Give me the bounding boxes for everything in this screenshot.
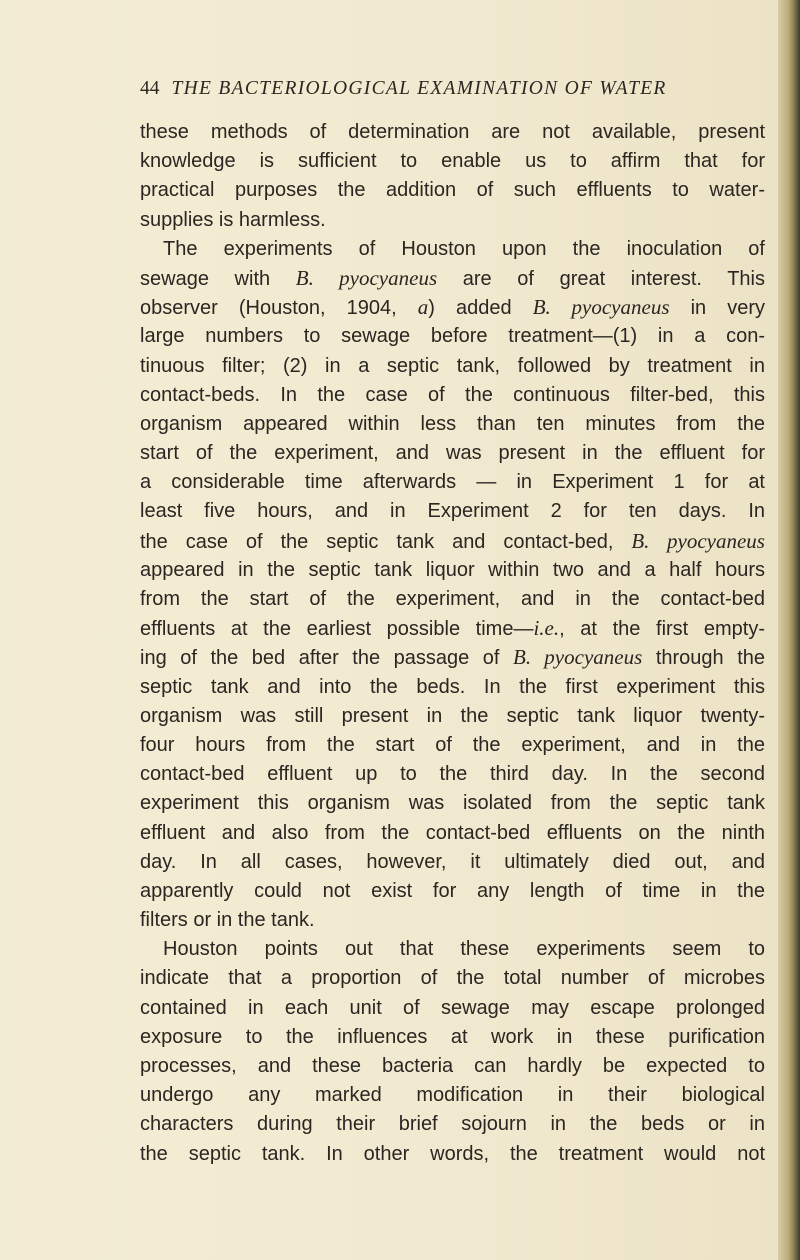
text-line: exposure to the influences at work in these purification: [140, 1025, 765, 1048]
text-line: four hours from the start of the experiment, and in the: [140, 733, 765, 756]
text-line: start of the experiment, and was present in the effluent for: [140, 442, 765, 465]
text-line: indicate that a proportion of the total number of microbes: [140, 967, 765, 990]
text-line: contact-bed effluent up to the third day. In the second: [140, 763, 765, 786]
text-line: sewage with B. pyocyaneus are of great interest. This: [140, 265, 765, 290]
text-line: characters during their brief sojourn in the beds or in: [140, 1113, 765, 1136]
text-line: experiment this organism was isolated from the septic tank: [140, 792, 765, 815]
running-title: THE BACTERIOLOGICAL EXAMINATION OF WATER: [171, 78, 667, 99]
text-line: effluents at the earliest possible time—i.e., at the first empty-: [140, 616, 765, 641]
text-line: ing of the bed after the passage of B. pyocyaneus through the: [140, 645, 765, 670]
text-line: organism appeared within less than ten minutes from the: [140, 412, 765, 435]
text-line: tinuous filter; (2) in a septic tank, followed by treatment in: [140, 354, 765, 377]
text-line: the septic tank. In other words, the treatment would not: [140, 1142, 765, 1165]
running-header: [140, 78, 740, 108]
text-line: effluent and also from the contact-bed effluents on the ninth: [140, 821, 765, 844]
text-line: a considerable time afterwards — in Experiment 1 for at: [140, 471, 765, 494]
text-line: contained in each unit of sewage may escape prolonged: [140, 996, 765, 1019]
text-line: septic tank and into the beds. In the first experiment this: [140, 675, 765, 698]
text-line: day. In all cases, however, it ultimately died out, and: [140, 850, 765, 873]
text-line: least five hours, and in Experiment 2 for ten days. In: [140, 500, 765, 523]
text-line: knowledge is sufficient to enable us to affirm that for: [140, 150, 765, 173]
text-line: undergo any marked modification in their biological: [140, 1084, 765, 1107]
paragraph-start: The experiments of Houston upon the inoculation of: [163, 237, 765, 260]
text-line: processes, and these bacteria can hardly be expected to: [140, 1055, 765, 1077]
text-line: from the start of the experiment, and in the contact-bed: [140, 588, 765, 610]
text-line: large numbers to sewage before treatment—(1) in a con-: [140, 325, 765, 348]
text-line: observer (Houston, 1904, a) added B. pyocyaneus in very: [140, 295, 765, 320]
page-number: 44: [140, 78, 160, 99]
page-edge: [778, 0, 800, 1260]
text-line: the case of the septic tank and contact-bed, B. pyocyaneus: [140, 528, 765, 553]
text-line: organism was still present in the septic tank liquor twenty-: [140, 704, 765, 727]
text-line: these methods of determination are not available, present: [140, 121, 765, 143]
text-line: contact-beds. In the case of the continuous filter-bed, this: [140, 383, 765, 406]
text-line: supplies is harmless.: [140, 208, 326, 231]
text-line: practical purposes the addition of such effluents to water-: [140, 179, 765, 202]
paragraph-start: Houston points out that these experiments seem to: [163, 938, 765, 961]
body-text: [140, 118, 765, 1169]
text-line: filters or in the tank.: [140, 909, 315, 932]
text-line: appeared in the septic tank liquor within two and a half hours: [140, 558, 765, 581]
text-line: apparently could not exist for any length of time in the: [140, 879, 765, 902]
